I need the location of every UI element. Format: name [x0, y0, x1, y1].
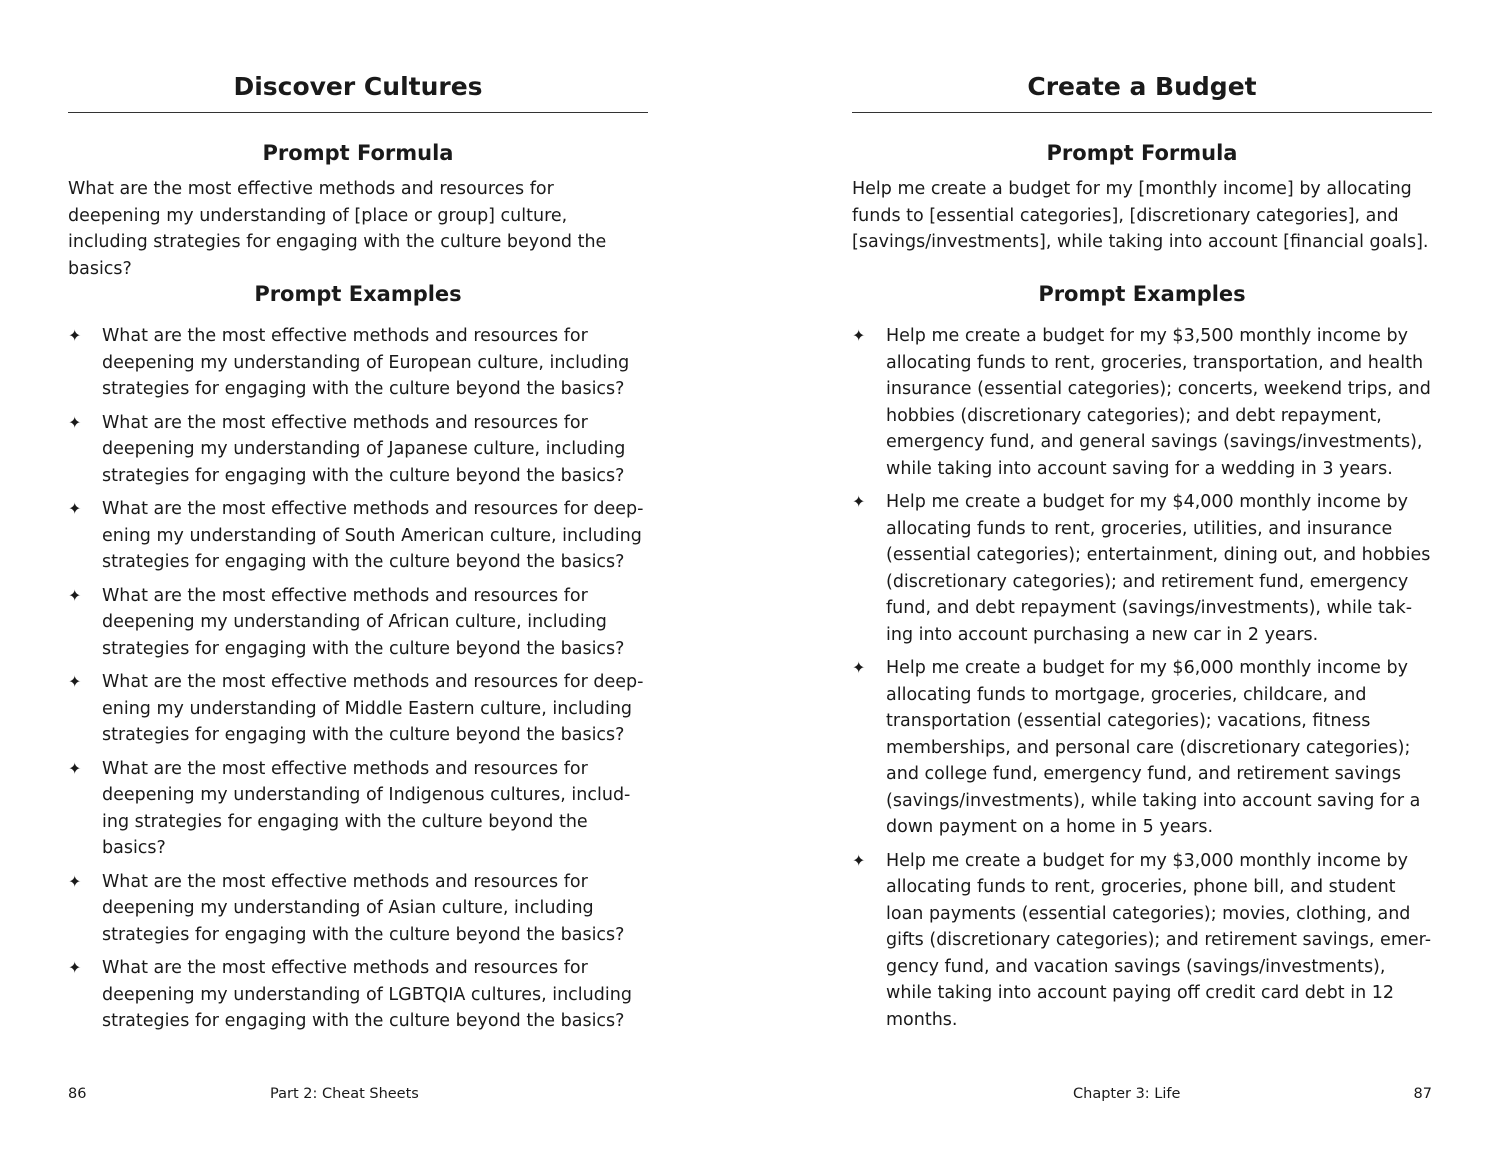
- example-text: What are the most effective methods and resources for deepening my understanding of African culture, including strategies for engaging with the culture beyond the basics?: [102, 585, 625, 659]
- formula-heading: Prompt Formula: [262, 141, 454, 165]
- example-text: Help me create a budget for my $6,000 monthly income by allocating funds to mortgage, groceries, childcare, and transportation (essential categories); vacations, fitness memberships, and personal care (discretionary categories); and college fund, emergency fund, and retirement savings (savings/investments), while taking into account saving for a down payment on a home in 5 years.: [886, 658, 1421, 837]
- example-text: Help me create a budget for my $4,000 monthly income by allocating funds to rent, groceries, utilities, and insurance (essential categories); entertainment, dining out, and hobbies (discretionary categories); and retirement fund, emergency fund, and debt repayment (savings/investments), while tak-ing into account purchasing a new car in 2 years.: [886, 492, 1431, 645]
- right-page: [852, 0, 1432, 1151]
- running-head: Part 2: Cheat Sheets: [270, 1086, 419, 1102]
- example-text: Help me create a budget for my $3,500 monthly income by allocating funds to rent, groceries, transportation, and health insurance (essential categories); concerts, weekend trips, and hobbies (discretionary categories); and debt repayment, emergency fund, and general savings (savings/investments), while taking into account saving for a wedding in 3 years.: [886, 326, 1431, 479]
- sparkle-bullet-icon: ✦: [852, 326, 866, 345]
- list-item: [68, 410, 648, 490]
- sparkle-bullet-icon: ✦: [852, 850, 866, 870]
- sparkle-bullet-icon: ✦: [68, 326, 82, 345]
- formula-text: What are the most effective methods and resources for deepening my understanding of [place or group] culture, including strategies for engaging with the culture beyond the basics?: [68, 179, 607, 279]
- title-divider: [68, 112, 648, 113]
- sparkle-bullet-icon: ✦: [68, 585, 82, 605]
- sparkle-bullet-icon: ✦: [68, 672, 82, 691]
- list-item: [68, 869, 648, 949]
- page-number: 86: [68, 1086, 87, 1102]
- examples-list: [852, 323, 1432, 1040]
- example-text: What are the most effective methods and resources for deepening my understanding of Japanese culture, including strategies for engaging with the culture beyond the basics?: [102, 412, 626, 486]
- list-item: [852, 848, 1432, 1034]
- left-page: [68, 0, 648, 1151]
- sparkle-bullet-icon: ✦: [68, 499, 82, 518]
- title-divider: [852, 112, 1432, 113]
- sparkle-bullet-icon: ✦: [68, 758, 82, 778]
- example-text: What are the most effective methods and resources for deepening my understanding of European culture, including strategies for engaging with the culture beyond the basics?: [102, 326, 630, 399]
- example-text: What are the most effective methods and resources for deepening my understanding of LGBTQIA cultures, including strategies for engaging with the culture beyond the basics?: [102, 958, 632, 1031]
- example-text: Help me create a budget for my $3,000 monthly income by allocating funds to rent, groceries, phone bill, and student loan payments (essential categories); movies, clothing, and gifts (discretionary categories); and retirement savings, emer-gency fund, and vacation savings (savings/investments), while taking into account paying off credit card debt in 12 months.: [886, 850, 1432, 1030]
- page-title: Discover Cultures: [233, 72, 483, 101]
- examples-heading: Prompt Examples: [1038, 282, 1246, 306]
- example-text: What are the most effective methods and resources for deepening my understanding of Indigenous cultures, includ-ing strategies for engaging with the culture beyond the basics?: [102, 758, 631, 858]
- examples-list: [68, 323, 648, 1042]
- page-number: 87: [1413, 1086, 1432, 1102]
- list-item: [852, 489, 1432, 648]
- list-item: [68, 756, 648, 862]
- example-text: What are the most effective methods and resources for deepening my understanding of Asian culture, including strategies for engaging with the culture beyond the basics?: [102, 871, 625, 945]
- sparkle-bullet-icon: ✦: [68, 958, 82, 977]
- list-item: [68, 583, 648, 663]
- list-item: [852, 655, 1432, 841]
- list-item: [68, 955, 648, 1035]
- list-item: [68, 669, 648, 749]
- example-text: What are the most effective methods and resources for deep-ening my understanding of South American culture, including strategies for engaging with the culture beyond the basics?: [102, 499, 644, 572]
- example-text: What are the most effective methods and resources for deep-ening my understanding of Middle Eastern culture, including strategies for engaging with the culture beyond the basics?: [102, 672, 644, 745]
- page-title: Create a Budget: [1027, 72, 1257, 101]
- list-item: [852, 323, 1432, 482]
- list-item: [68, 323, 648, 403]
- formula-heading: Prompt Formula: [1046, 141, 1238, 165]
- formula-text: Help me create a budget for my [monthly income] by allocating funds to [essential categories], [discretionary categories], and [savings/investments], while taking into account [financial goals].: [852, 179, 1429, 252]
- sparkle-bullet-icon: ✦: [852, 658, 866, 677]
- running-head: Chapter 3: Life: [1073, 1086, 1181, 1102]
- examples-heading: Prompt Examples: [254, 282, 462, 306]
- sparkle-bullet-icon: ✦: [852, 492, 866, 511]
- sparkle-bullet-icon: ✦: [68, 871, 82, 891]
- sparkle-bullet-icon: ✦: [68, 412, 82, 432]
- list-item: [68, 496, 648, 576]
